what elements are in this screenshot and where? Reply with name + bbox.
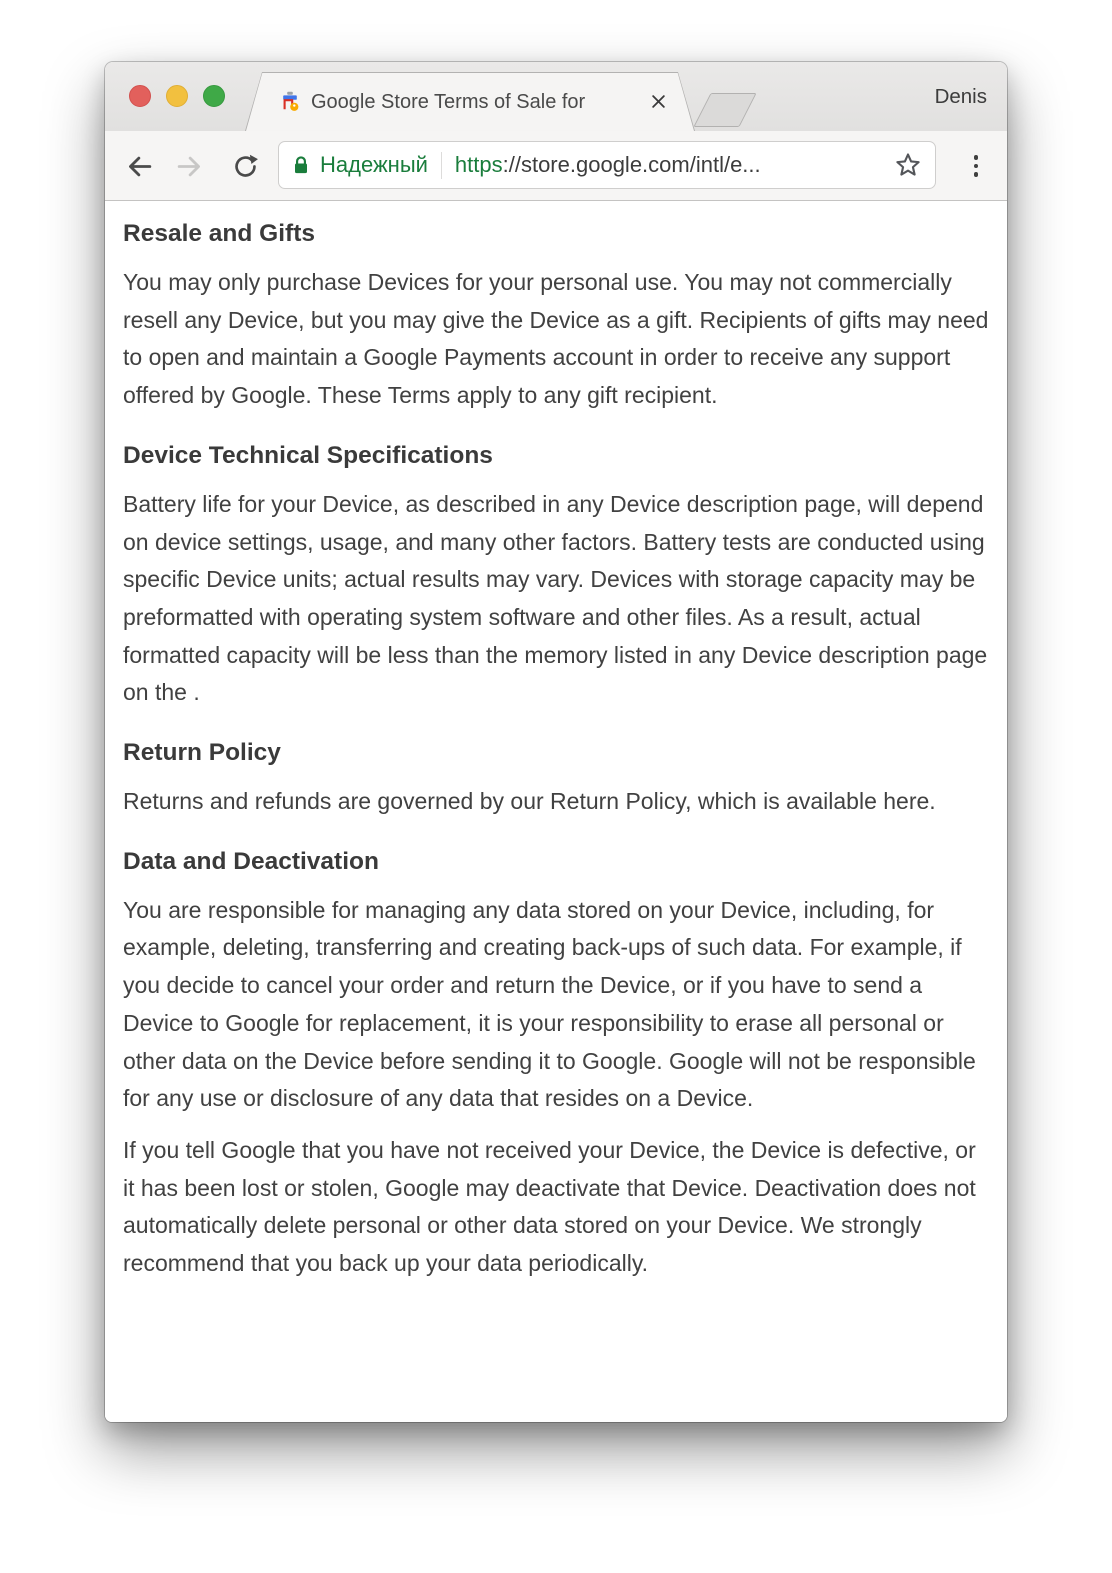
tab-title: Google Store Terms of Sale for [311, 89, 648, 115]
browser-window [105, 62, 1007, 1422]
reload-button[interactable] [227, 148, 263, 184]
bookmark-button[interactable] [893, 150, 923, 180]
section-return-policy [123, 737, 991, 821]
macos-close-button[interactable] [129, 85, 151, 107]
new-tab-button[interactable] [693, 93, 756, 127]
google-store-icon [278, 90, 302, 114]
security-status-label[interactable]: Надежный [320, 152, 428, 177]
section-paragraph: You are responsible for managing any data stored on your Device, including, for example, deleting, transferring and creating back-ups of such data. For example, if you decide to cancel your order and return the Device, or if you have to send a Device to Google for replacement, it is your responsibility to erase all personal or other data on the Device before sending it to Google. Google will not be responsible for any use or disclosure of any data that resides on a Device. [123, 896, 976, 1112]
omnibox-divider [441, 152, 442, 179]
section-resale-and-gifts [123, 218, 991, 415]
section-paragraph: Returns and refunds are governed by our Return Policy, which is available here. [123, 788, 936, 815]
active-tab[interactable] [245, 72, 695, 131]
macos-zoom-button[interactable] [203, 85, 225, 107]
tab-content [278, 72, 669, 131]
section-device-technical-specifications [123, 440, 991, 712]
profile-name[interactable]: Denis [934, 85, 987, 108]
navigation-toolbar [105, 131, 1007, 201]
tab-strip [105, 62, 1007, 131]
browser-menu-button[interactable] [970, 152, 982, 180]
page-content [105, 202, 1007, 1422]
section-paragraph: If you tell Google that you have not received your Device, the Device is defective, or it has been lost or stolen, Google may deactivate that Device. Deactivation does not automatically delete personal or other data stored on your Device. We strongly recommend that you back up your data periodically. [123, 1136, 976, 1277]
back-arrow-icon [124, 151, 155, 182]
section-heading: Data and Deactivation [123, 847, 379, 875]
section-paragraph: You may only purchase Devices for your personal use. You may not commercially resell any Device, but you may give the Device as a gift. Recipients of gifts may need to open and maintain a Google Payments account in order to receive any support offered by Google. These Terms apply to any gift recipient. [123, 269, 989, 409]
address-bar[interactable] [278, 141, 936, 189]
forward-arrow-icon [174, 151, 205, 182]
url-scheme: https [454, 152, 503, 177]
section-heading: Return Policy [123, 739, 281, 767]
section-heading: Resale and Gifts [123, 220, 315, 247]
url-text [455, 152, 761, 178]
kebab-menu-icon [974, 155, 979, 160]
section-paragraph: Battery life for your Device, as described in any Device description page, will depend on device settings, usage, and many other factors. Battery tests are conducted using specific Device units; actual results may vary. Devices with storage capacity may be preformatted with operating system software and other files. As a result, actual formatted capacity will be less than the memory listed in any Device description page on the . [123, 490, 988, 706]
kebab-menu-icon [974, 172, 979, 177]
url-path: ://store.google.com/intl/e... [502, 152, 761, 177]
section-heading: Device Technical Specifications [123, 441, 493, 469]
close-icon[interactable] [648, 91, 669, 113]
back-button[interactable] [121, 148, 157, 184]
macos-minimize-button[interactable] [166, 85, 188, 107]
kebab-menu-icon [974, 164, 979, 169]
lock-icon[interactable] [291, 154, 311, 177]
bookmark-star-icon [893, 150, 923, 180]
section-data-and-deactivation [123, 846, 991, 1283]
forward-button[interactable] [171, 148, 207, 184]
reload-icon [231, 152, 260, 181]
